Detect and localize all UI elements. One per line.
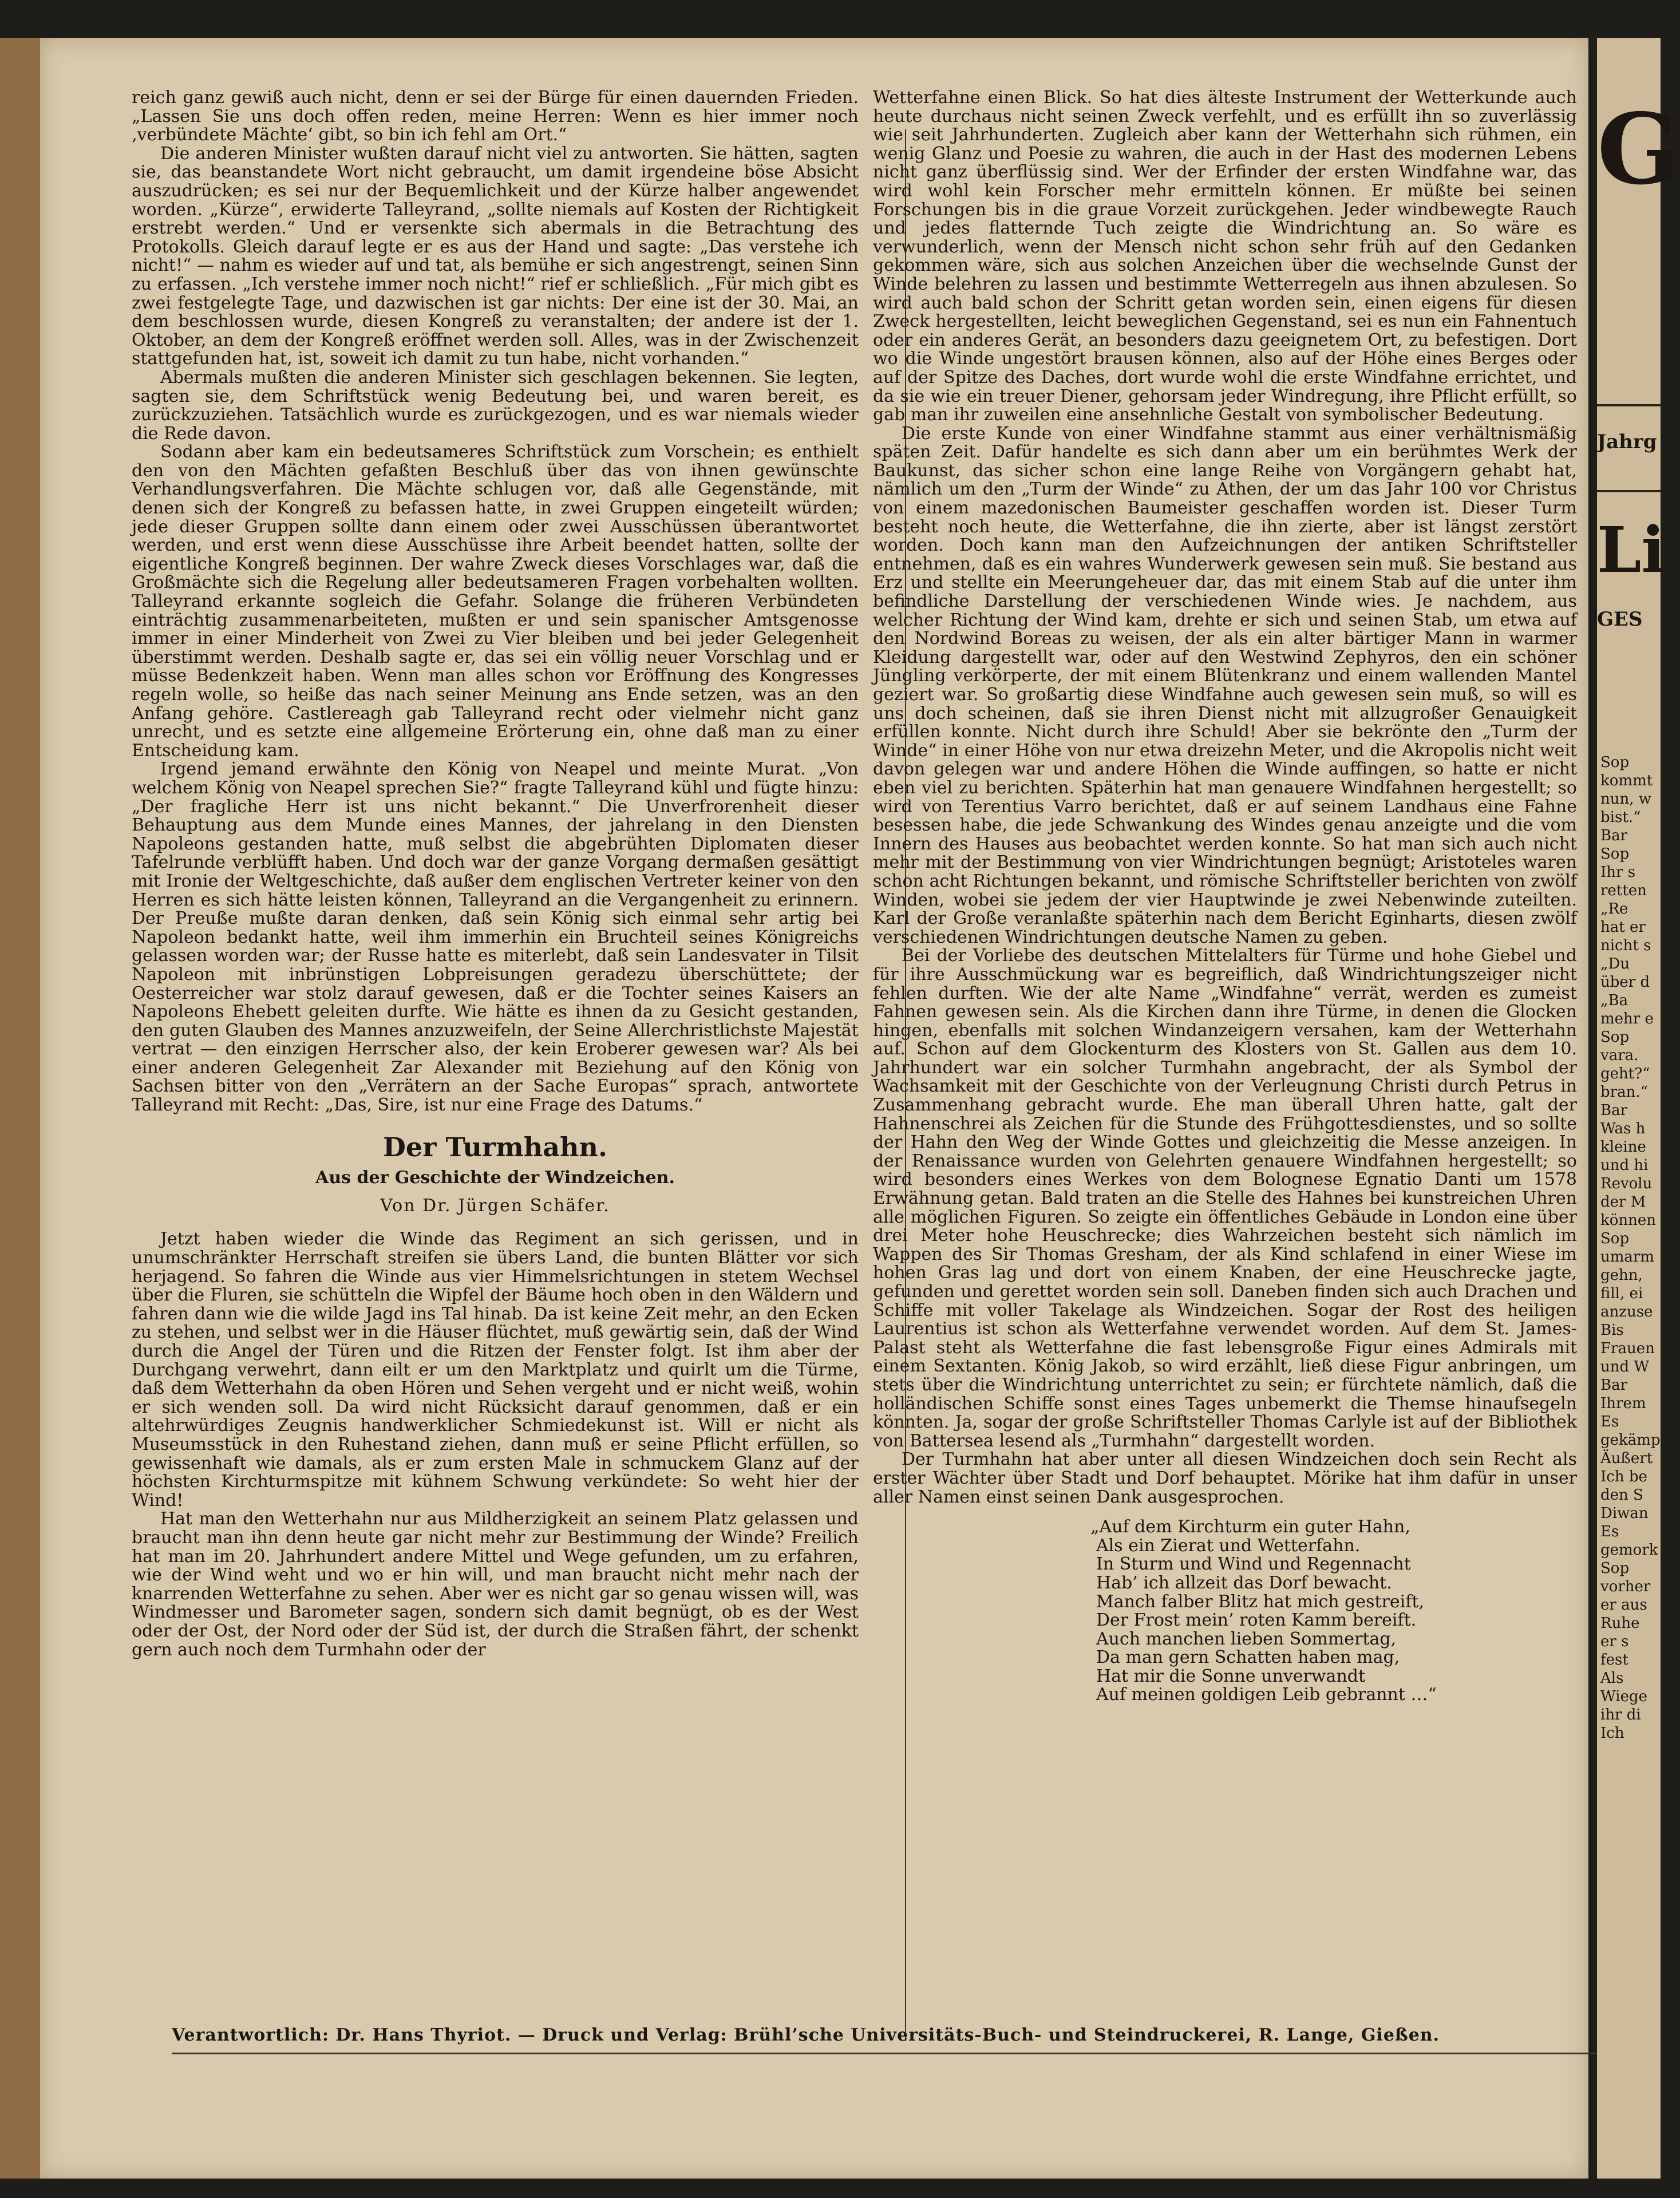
next-page-line-fragment: kommt [1600,772,1653,789]
next-page-title: Li [1597,513,1666,587]
next-page-line-fragment: bran.“ [1600,1084,1648,1101]
next-page-line-fragment: „Du [1600,955,1630,973]
right-column [873,89,1577,1705]
next-page-line-fragment: mehr e [1600,1010,1654,1027]
next-page-line-fragment: anzuse [1600,1303,1653,1321]
next-page-line-fragment: den S [1600,1487,1643,1504]
next-page-line-fragment: kleine [1600,1138,1646,1156]
next-page-line-fragment: Sop [1600,1560,1630,1577]
article-subtitle: Aus der Geschichte der Windzeichen. [315,1168,675,1188]
adjacent-page-edge [1597,38,1680,2179]
poem-line: Da man gern Schatten haben mag, [1096,1647,1400,1668]
next-page-line-fragment: geht?“ [1600,1065,1650,1082]
poem-line: Als ein Zierat und Wetterfahn. [1096,1535,1361,1556]
imprint-footer: Verantwortlich: Dr. Hans Thyriot. — Druck und Verlag: Brühl’sche Universitäts-Buch- und Steindruckerei, R. Lange, Gießen. [172,2025,1440,2045]
next-page-line-fragment: Revolu [1600,1175,1653,1192]
next-page-line-fragment: Sop [1600,1029,1630,1046]
next-page-line-fragment: Sop [1600,1230,1630,1247]
next-page-rule [1597,404,1661,406]
next-page-line-fragment: Was h [1600,1120,1646,1137]
left-column [132,89,859,1659]
next-page-line-fragment: „Re [1600,900,1628,918]
article-body-right [873,89,1577,1507]
next-page-line-fragment: Frauen [1600,1340,1655,1357]
poem-line: Manch falber Blitz hat mich gestreift, [1096,1591,1424,1612]
next-page-line-fragment: Es [1600,1523,1619,1540]
poem [1090,1518,1577,1705]
paragraph: Hat man den Wetterhahn nur aus Mildherzigkeit an seinem Platz gelassen und braucht man ihn denn heute gar nicht mehr zur Bestimmung der Winde? Freilich hat man im 20. Jahrhundert andere Mittel und Wege gefunden, um zu erfahren, wie der Wind weht und wo er hin will, und man braucht nicht mehr nach der knarrenden Wetterfahne zu sehen. Aber wer es nicht gar so genau wissen will, was Windmesser und Barometer sagen, sondern sich damit begnügt, ob es der West oder der Ost, der Nord oder der Süd ist, der durch die Straßen fährt, der schenkt gern auch noch dem Turmhahn oder der [132,1509,859,1660]
next-page-subtitle: GES [1597,608,1643,631]
next-page-line-fragment: Bar [1600,827,1628,844]
next-page-line-fragment: Diwan [1600,1505,1649,1522]
next-page-line-fragment: Äußert [1600,1450,1653,1467]
next-page-line-fragment: Ruhe [1600,1615,1640,1632]
next-page-line-fragment: er aus [1600,1596,1647,1614]
next-page-line-fragment: Es [1600,1413,1619,1430]
next-page-line-fragment: „Ba [1600,992,1628,1009]
paragraph: Irgend jemand erwähnte den König von Neapel und meinte Murat. „Von welchem König von Neapel sprechen Sie?“ fragte Talleyrand kühl und fügte hinzu: „Der fragliche Herr ist uns nicht bekannt.“ Die Unverfrorenheit dieser Behauptung aus dem Munde eines Mannes, der jahrelang in den Diensten Napoleons gestanden hatte, muß selbst die abgebrühten Diplomaten dieser Tafelrunde verblüfft haben. Und doch war der ganze Vorgang dermaßen gesättigt mit Ironie der Weltgeschichte, daß außer dem englischen Vertreter keiner von den Herren es sich hätte leisten können, Talleyrand an die Vergangenheit zu erinnern. Der Preuße mußte daran denken, daß sein König sich einmal sehr artig bei Napoleon bedankt hatte, weil ihm immerhin ein Bruchteil seines Königreichs gelassen worden war; der Russe hatte es miterlebt, daß sein Landesvater in Tilsit Napoleon mit inbrünstigen Lobpreisungen geradezu überschüttete; der Oesterreicher war stolz darauf gewesen, daß er die Tochter seines Kaisers an Napoleons Ehebett geleiten durfte. Wie hätte es ihnen da zu Gesicht gestanden, den guten Glauben des Mannes anzuzweifeln, der Seine Allerchristlichste Majestät vertrat — den einzigen Herrscher also, der kein Eroberer gewesen war? Als bei einer anderen Gelegenheit Zar Alexander mit Beziehung auf den König von Sachsen bitter von den „Verrätern an der Sache Europas“ sprach, antwortete Talleyrand mit Recht: „Das, Sire, ist nur eine Frage des Datums.“ [132,759,859,1116]
next-page-line-fragment: und hi [1600,1157,1649,1174]
article-title: Der Turmhahn. [383,1131,607,1163]
next-page-line-fragment: ihr di [1600,1706,1641,1723]
paragraph: Jetzt haben wieder die Winde das Regiment an sich gerissen, und in unumschränkter Herrschaft streifen sie übers Land, die bunten Blätter vor sich herjagend. So fahren die Winde aus vier Himmelsrichtungen in stetem Wechsel über die Fluren, sie schütteln die Wipfel der Bäume hoch oben in den Wäldern und fahren dann wie die wilde Jagd ins Tal hinab. Da ist keine Zeit mehr, an den Ecken zu stehen, und selbst wer in die Häuser flüchtet, muß gewärtig sein, daß der Wind durch die Angel der Türen und die Ritzen der Fenster folgt. Ist ihm aber der Durchgang verwehrt, dann eilt er um den Marktplatz und quirlt um die Türme, daß dem Wetterhahn da oben Hören und Sehen vergeht und er nicht weiß, wohin er sich wenden soll. Da wird nicht Rücksicht darauf genommen, daß er ein altehrwürdiges Zeugnis handwerklicher Schmiedekunst ist. Will er nicht als Museumsstück in den Ruhestand ziehen, dann muß er seine Pflicht erfüllen, so gewissenhaft wie damals, als er zum ersten Male in schmuckem Glanz auf der höchsten Kirchturmspitze mit kühnem Schwung verkündete: So weht hier der Wind! [132,1229,859,1511]
poem-line: Hab’ ich allzeit das Dorf bewacht. [1096,1572,1392,1593]
next-page-line-fragment: der M [1600,1193,1646,1211]
paragraph: Bei der Vorliebe des deutschen Mittelalters für Türme und hohe Giebel und für ihre Ausschmückung war es begreiflich, daß Windrichtungszeiger nicht fehlen durften. Wie der alte Name „Windfahne“ verrät, werden es zumeist Fahnen gewesen sein. Als die Kirchen dann ihre Türme, in denen die Glocken hingen, ebenfalls mit solchen Windanzeigern versahen, kam der Wetterhahn auf. Schon auf dem Glockenturm des Klosters von St. Gallen aus dem 10. Jahrhundert war ein solcher Turmhahn angebracht, der als Symbol der Wachsamkeit mit der Geschichte von der Verleugnung Christi durch Petrus in Zusammenhang gebracht wurde. Ehe man überall Uhren hatte, galt der Hahnenschrei als Zeichen für die Stunde des Frühgottesdienstes, und so sollte der Hahn den Weg der Winde Gottes und gleichzeitig die Messe anzeigen. In der Renaissance wurden von Gelehrten genauere Windfahnen hergestellt; so wird besonders eines Werkes von dem Bolognese Egnatio Danti um 1578 Erwähnung getan. Bald traten an die Stelle des Hahnes bei kunstreichen Uhren alle möglichen Figuren. So zeigte ein öffentliches Gebäude in London eine über drei Meter hohe Heuschrecke; dies Wahrzeichen besteht sich nämlich im Wappen des Sir Thomas Gresham, der als Kind schlafend in einer Wiese im hohen Gras lag und dort von einem Knaben, der eine Heuschrecke jagte, gefunden und gerettet worden sein soll. Daneben finden sich auch Drachen und Schiffe mit voller Takelage als Windzeichen. Sogar der Rost des heiligen Laurentius ist schon als Wetterfahne verwendet worden. Auf dem St. James-Palast steht als Wetterfahne die fast lebensgroße Figur eines Admirals mit einem Sextanten. König Jakob, so wird erzählt, ließ diese Figur anbringen, um stets über die Windrichtung unterrichtet zu sein; er fürchtete nämlich, daß die holländischen Schiffe sonst eines Tages unbemerkt die Themse hinaufsegeln könnten. Ja, sogar der große Schriftsteller Thomas Carlyle ist auf der Bibliothek von Battersea lesend als „Turmhahn“ dargestellt worden. [873,946,1577,1451]
next-page-line-fragment: Sop [1600,845,1630,863]
paragraph: reich ganz gewiß auch nicht, denn er sei der Bürge für einen dauernden Frieden. „Lassen Sie uns doch offen reden, meine Herren: Wenn es hier immer noch ‚verbündete Mächte‘ gibt, so bin ich fehl am Ort.“ [132,88,859,145]
next-page-line-fragment: Ich [1600,1725,1624,1742]
book-binding-edge [0,38,40,2179]
next-page-line-fragment: hat er [1600,919,1646,936]
article-author: Von Dr. Jürgen Schäfer. [380,1195,610,1216]
next-page-rule-2 [1597,490,1661,492]
poem-line: Auch manchen lieben Sommertag, [1096,1628,1397,1649]
next-page-line-fragment: bist.“ [1600,809,1641,826]
next-page-line-fragment: gekämp [1600,1432,1661,1449]
next-page-text-fragments [1600,753,1661,1742]
next-page-line-fragment: Bar [1600,1102,1628,1119]
next-page-line-fragment: vara. [1600,1047,1639,1064]
next-page-line-fragment: vorher [1600,1578,1651,1595]
next-page-line-fragment: umarm [1600,1248,1654,1266]
next-page-line-fragment: und W [1600,1358,1650,1375]
next-page-line-fragment: nicht s [1600,937,1651,954]
next-page-line-fragment: Ihrem [1600,1395,1646,1412]
poem-line: Der Frost mein’ roten Kamm bereift. [1096,1610,1417,1631]
paragraph: Die anderen Minister wußten darauf nicht viel zu antworten. Sie hätten, sagten sie, das beanstandete Wort nicht gebraucht, um damit irgendeine böse Absicht auszudrücken; es sei nur der Bequemlichkeit und der Kürze halber angewendet worden. „Kürze“, erwiderte Talleyrand, „sollte niemals auf Kosten der Richtigkeit erstrebt werden.“ Und er versenkte sich abermals in die Betrachtung des Protokolls. Gleich darauf legte er es aus der Hand und sagte: „Das verstehe ich nicht!“ — nahm es wieder auf und tat, als bemühe er sich angestrengt, seinen Sinn zu erfassen. „Ich verstehe immer noch nicht!“ rief er schließlich. „Für mich gibt es zwei festgelegte Tage, und dazwischen ist gar nichts: Der eine ist der 30. Mai, an dem beschlossen wurde, diesen Kongreß zu veranstalten; der andere ist der 1. Oktober, an dem der Kongreß eröffnet werden soll. Alles, was in der Zwischenzeit stattgefunden hat, ist, soweit ich damit zu tun habe, nicht vorhanden.“ [132,143,859,369]
next-page-line-fragment: fill, ei [1600,1285,1643,1302]
next-page-line-fragment: Sop [1600,754,1630,771]
left-article-continuation [132,89,859,1115]
next-page-masthead-letter: G [1597,92,1680,207]
paragraph: Wetterfahne einen Blick. So hat dies älteste Instrument der Wetterkunde auch heute durchaus nicht seinen Zweck verfehlt, und es erfüllt ihn so zuverlässig wie seit Jahrhunderten. Zugleich aber kann der Wetterhahn sich rühmen, ein wenig Glanz und Poesie zu wahren, die auch in der Hast des modernen Lebens nicht ganz überflüssig sind. Wer der Erfinder der ersten Windfahne war, das wird wohl kein Forscher mehr ermitteln können. Er müßte bei seinen Forschungen bis in die graue Vorzeit zurückgehen. Jeder windbewegte Rauch und jedes flatternde Tuch zeigte die Windrichtung an. So wäre es verwunderlich, wenn der Mensch nicht schon sehr früh auf den Gedanken gekommen wäre, sich aus solchen Anzeichen über die wechselnde Gunst der Winde belehren zu lassen und bestimmte Wetterregeln aus ihnen abzulesen. So wird auch bald schon der Schritt getan worden sein, einen eigens für diesen Zweck hergestellten, leicht beweglichen Gegenstand, sei es nun ein Fahnentuch oder ein anderes Gerät, an besonders dazu geeignetem Ort, zu befestigen. Dort wo die Winde ungestört brausen können, also auf der Höhe eines Berges oder auf der Spitze des Daches, dort wurde wohl die erste Windfahne errichtet, und da sie wie ein treuer Diener, gehorsam jeder Windregung, ihre Pflicht erfüllt, so gab man ihr zuweilen eine ansehnliche Gestalt von symbolischer Bedeutung. [873,88,1577,425]
poem-line: In Sturm und Wind und Regennacht [1096,1554,1411,1575]
next-page-line-fragment: Ich be [1600,1468,1647,1485]
next-page-line-fragment: fest [1600,1651,1628,1669]
poem-line: Hat mir die Sonne unverwandt [1096,1666,1366,1686]
poem-line: Auf meinen goldigen Leib gebrannt …“ [1096,1685,1437,1705]
next-page-line-fragment: Wiege [1600,1688,1647,1705]
next-page-line-fragment: Ihr s [1600,864,1636,881]
footer-rule [172,2053,1620,2054]
next-page-line-fragment: gehn, [1600,1267,1643,1284]
next-page-line-fragment: über d [1600,974,1650,991]
paragraph: Der Turmhahn hat aber unter all diesen Windzeichen doch sein Recht als erster Wächter über Stadt und Dorf behauptet. Mörike hat ihm dafür in unser aller Namen einst seinen Dank ausgesprochen. [873,1449,1577,1507]
next-page-line-fragment: gemork [1600,1541,1658,1559]
paragraph: Sodann aber kam ein bedeutsameres Schriftstück zum Vorschein; es enthielt den von den Mächten gefaßten Beschluß über das von ihnen gewünschte Verhandlungsverfahren. Die Mächte schlugen vor, daß alle Gegenstände, mit denen sich der Kongreß zu befassen hatte, in zwei Gruppen eingeteilt würden; jede dieser Gruppen sollte dann einem oder zwei Ausschüssen überantwortet werden, und erst wenn diese Ausschüsse ihre Arbeit beendet hatten, sollte der eigentliche Kongreß beginnen. Der wahre Zweck dieses Vorschlages war, daß die Großmächte sich die Regelung aller bedeutsameren Fragen vorbehalten wollten. Talleyrand erkannte sogleich die Gefahr. Solange die früheren Verbündeten einträchtig zusammenarbeiteten, mußten er und sein spanischer Amtsgenosse immer in einer Minderheit von Zwei zu Vier bleiben und bei jeder Gelegenheit überstimmt werden. Deshalb sagte er, das sei ein völlig neuer Vorschlag und er müsse Bedenkzeit haben. Wenn man alles schon vor Eröffnung des Kongresses regeln wolle, so heiße das nach seiner Meinung ans Ende setzen, was an den Anfang gehöre. Castlereagh gab Talleyrand recht oder vielmehr nicht ganz unrecht, und es setzte eine allgemeine Erörterung ein, ohne daß man zu einer Entscheidung kam. [132,442,859,761]
next-page-line-fragment: nun, w [1600,790,1652,808]
paragraph: Abermals mußten die anderen Minister sich geschlagen bekennen. Sie legten, sagten sie, dem Schriftstück wenig Bedeutung bei, und waren bereit, es zurückzuziehen. Tatsächlich wurde es zurückgezogen, und es war niemals wieder die Rede davon. [132,367,859,444]
paragraph: Die erste Kunde von einer Windfahne stammt aus einer verhältnismäßig späten Zeit. Dafür handelte es sich dann aber um ein berühmtes Werk der Baukunst, das sicher schon eine lange Reihe von Vorgängern gehabt hat, nämlich um den „Turm der Winde“ zu Athen, der um das Jahr 100 vor Christus von einem mazedonischen Baumeister geschaffen worden ist. Dieser Turm besteht noch heute, die Wetterfahne, die ihn zierte, aber ist längst zerstört worden. Doch kann man den Aufzeichnungen der antiken Schriftsteller entnehmen, daß es ein wahres Wunderwerk gewesen sein muß. Sie bestand aus Erz und stellte ein Meerungeheuer dar, das mit einem Stab auf die unter ihm befindliche Darstellung der verschiedenen Winde wies. Je nachdem, aus welcher Richtung der Wind kam, drehte er sich und seinen Stab, um etwa auf den Nordwind Boreas zu weisen, der als ein alter bärtiger Mann in warmer Kleidung dargestellt war, oder auf den Westwind Zephyros, den ein schöner Jüngling verkörperte, der mit einem Blütenkranz und einem wallenden Mantel geziert war. So großartig diese Windfahne auch gewesen sein muß, so will es uns doch scheinen, daß sie ihren Dienst nicht mit allzugroßer Genauigkeit erfüllen konnte. Nicht durch ihre Schuld! Aber sie bekrönte den „Turm der Winde“ in einer Höhe von nur etwa dreizehn Meter, und die Akropolis nicht weit davon gelegen war und andere Höhen die Winde auffingen, so hatte er nicht eben viel zu berichten. Späterhin hat man genauere Windfahnen hergestellt; so wird von Terentius Varro berichtet, daß er auf seinem Landhaus eine Fahne besessen habe, die jede Schwankung des Windes genau anzeigte und die vom Innern des Hauses aus beobachtet werden konnte. So hat man sich auch nicht mehr mit der Bestimmung von vier Windrichtungen begnügt; Aristoteles waren schon acht Richtungen bekannt, und römische Schriftsteller berichten von zwölf Winden, wobei sie jedem der vier Hauptwinde je zwei Nebenwinde zuteilten. Karl der Große veranlaßte späterhin nach dem Bericht Eginharts, diesen zwölf verschiedenen Windrichtungen deutsche Namen zu geben. [873,423,1577,947]
next-page-line-fragment: er s [1600,1633,1629,1650]
next-page-line-fragment: Bis [1600,1322,1624,1339]
next-page-line-fragment: Als [1600,1670,1624,1687]
poem-line: „Auf dem Kirchturm ein guter Hahn, [1090,1517,1410,1537]
article-body-left [132,1230,859,1659]
next-page-line-fragment: retten [1600,882,1647,899]
next-page-heading: Jahrg [1597,430,1657,453]
next-page-line-fragment: Bar [1600,1377,1628,1394]
next-page-line-fragment: können [1600,1212,1657,1229]
